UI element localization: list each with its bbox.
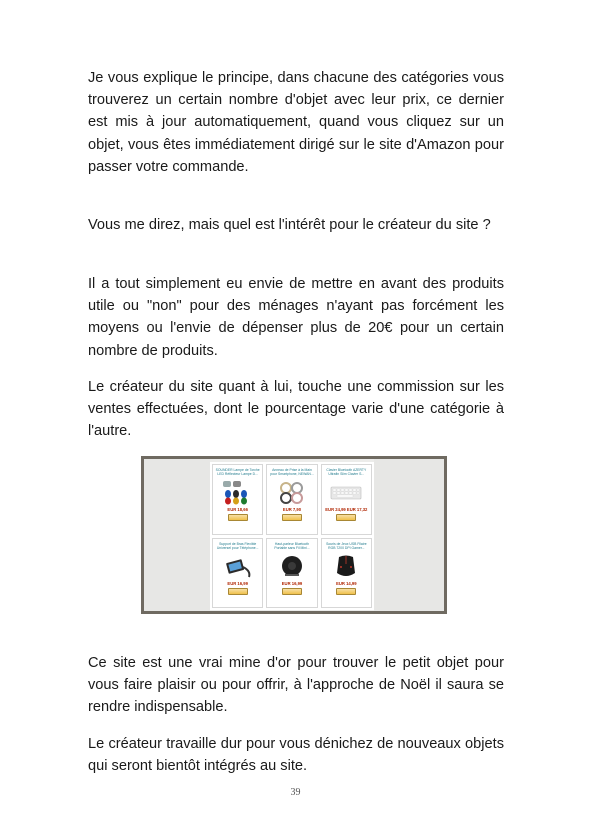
website-screenshot [141, 456, 447, 614]
product-card [266, 538, 317, 609]
product-price: EUR 18,66 [227, 507, 248, 512]
product-title: Anneau de Prise à la Main pour Smartphone, NEWAN... [270, 468, 314, 476]
paragraph-gold-mine: Ce site est une vrai mine d'or pour trouver le petit objet pour vous faire plaisir ou pour offrir, à l'approche de Noël il saura se rendre indispensable. [88, 655, 504, 716]
product-card [212, 464, 263, 535]
paragraph-new-objects: Le créateur travaille dur pour vous dénichez de nouveaux objets qui seront bientôt intégrés au site. [88, 736, 504, 775]
screenshot-right-margin [374, 459, 444, 611]
product-price: EUR 24,99 EUR 17,32 [325, 507, 368, 512]
led-flashlights-icon [221, 479, 255, 505]
paragraph-question: Vous me direz, mais quel est l'intérêt pour le créateur du site ? [88, 217, 491, 233]
speaker-icon [275, 553, 309, 579]
buy-button[interactable] [228, 588, 248, 595]
product-title: Souris de Jeux USB Filaire RGB 7200 DPI Gamer... [326, 541, 367, 550]
paragraph-motivation: Il a tout simplement eu envie de mettre en avant des produits utile ou "non" pour des ménages n'ayant pas forcément les moyens ou l'envie de dépenser plus de 20€ pour un certain nombre de produits. [88, 276, 504, 359]
page-number: 39 [290, 787, 301, 798]
product-title: SOUNDER Lampe de Torche LED Réflecteur Lampe D... [215, 468, 260, 476]
product-card [321, 464, 372, 535]
product-title: Clavier Bluetooth AZERTY Ultrafin Slim Clavier S... [326, 468, 367, 476]
paragraph-principle: Je vous explique le principe, dans chacune des catégories vous trouverez un certain nombre d'objet avec leur prix, ce dernier est mis à jour automatiquement, quand vous cliquez sur un objet, vous êtes immédiatement dirigé sur le site d'Amazon pour passer votre commande. [88, 70, 504, 175]
product-grid [210, 462, 374, 610]
buy-button[interactable] [282, 514, 302, 521]
product-price: EUR 16,99 [281, 580, 303, 586]
product-card [212, 538, 263, 609]
product-price: EUR 7,90 [282, 507, 302, 512]
buy-button[interactable] [282, 588, 302, 595]
buy-button[interactable] [336, 588, 356, 595]
buy-button[interactable] [228, 514, 248, 521]
product-card [266, 464, 317, 535]
paragraph-commission: Le créateur du site quant à lui, touche une commission sur les ventes effectuées, dont le pourcentage varie d'une catégorie à l'autre. [88, 379, 504, 440]
product-title: Support de Bras Flexible Universel pour Téléphone... [216, 541, 259, 550]
flexible-arm-holder-icon [221, 553, 255, 579]
phone-ring-holder-icon [275, 479, 309, 505]
buy-button[interactable] [336, 514, 356, 521]
product-price: EUR 14,99 [336, 580, 357, 586]
product-card [321, 538, 372, 609]
keyboard-icon [329, 479, 363, 505]
product-title: Haut-parleur Bluetooth Portable sans Fil Mini... [274, 541, 310, 550]
product-price: EUR 16,99 [227, 580, 248, 586]
gaming-mouse-icon [329, 553, 363, 579]
screenshot-left-margin [144, 459, 210, 611]
